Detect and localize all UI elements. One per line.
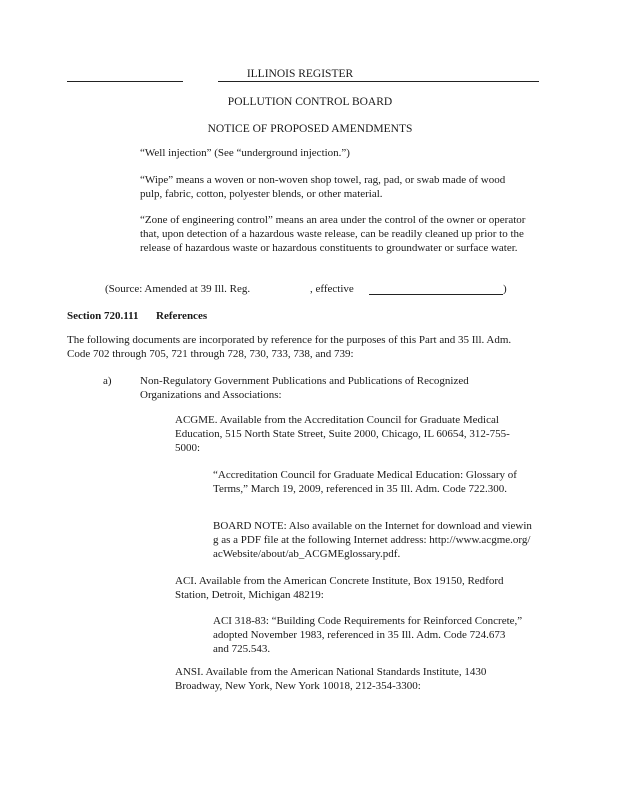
source-prefix: (Source: Amended at 39 Ill. Reg. (105, 283, 251, 295)
definition-well-injection: “Well injection” (See “underground injection.”) (140, 147, 350, 159)
entry-acgme-glossary: “Accreditation Council for Graduate Medical Education: Glossary of Terms,” March 19, 2009, referenced in 35 Ill. Adm. Code 722.300. (213, 469, 517, 495)
section-title: References (156, 310, 208, 322)
definition-wipe: “Wipe” means a woven or non-woven shop towel, rag, pad, or swab made of wood pulp, fabric, cotton, polyester blends, or other material. (140, 174, 506, 200)
source-close: ) (503, 283, 507, 295)
entry-ansi: ANSI. Available from the American National Standards Institute, 1430 Broadway, New York, New York 10018, 212-354-3300: (175, 666, 487, 692)
source-date-blank (369, 294, 503, 295)
entry-aci-318: ACI 318-83: “Building Code Requirements for Reinforced Concrete,” adopted November 1983, referenced in 35 Ill. Adm. Code 724.673 and 725.543. (213, 615, 523, 655)
section-number: Section 720.111 (67, 310, 139, 322)
header-rule-right (218, 81, 539, 82)
list-text-a: Non-Regulatory Government Publications and Publications of Recognized Organizations and Associations: (140, 375, 469, 401)
entry-board-note: BOARD NOTE: Also available on the Internet for download and viewing as a PDF file at the following Internet address: http://www.acgme.org/acWebsite/about/ab_ACGMEglossary.pdf. (213, 520, 532, 560)
list-label-a: a) (103, 375, 112, 387)
register-title: ILLINOIS REGISTER (246, 68, 354, 80)
entry-aci: ACI. Available from the American Concrete Institute, Box 19150, Redford Station, Detroit, Michigan 48219: (175, 575, 504, 601)
definition-zone-engineering-control: “Zone of engineering control” means an area under the control of the owner or operator that, upon detection of a hazardous waste release, can be readily cleaned up prior to the release of hazardous waste or hazardous constituents to groundwater or surface water. (140, 214, 526, 254)
section-intro: The following documents are incorporated by reference for the purposes of this Part and 35 Ill. Adm. Code 702 through 705, 721 through 728, 730, 733, 738, and 739: (67, 334, 512, 360)
entry-acgme: ACGME. Available from the Accreditation Council for Graduate Medical Education, 515 North State Street, Suite 2000, Chicago, IL 60654, 312-755-5000: (175, 414, 510, 454)
header-rule-left (67, 81, 183, 82)
notice-title: NOTICE OF PROPOSED AMENDMENTS (207, 123, 413, 135)
agency-title: POLLUTION CONTROL BOARD (227, 96, 393, 108)
source-effective: , effective (310, 283, 354, 295)
